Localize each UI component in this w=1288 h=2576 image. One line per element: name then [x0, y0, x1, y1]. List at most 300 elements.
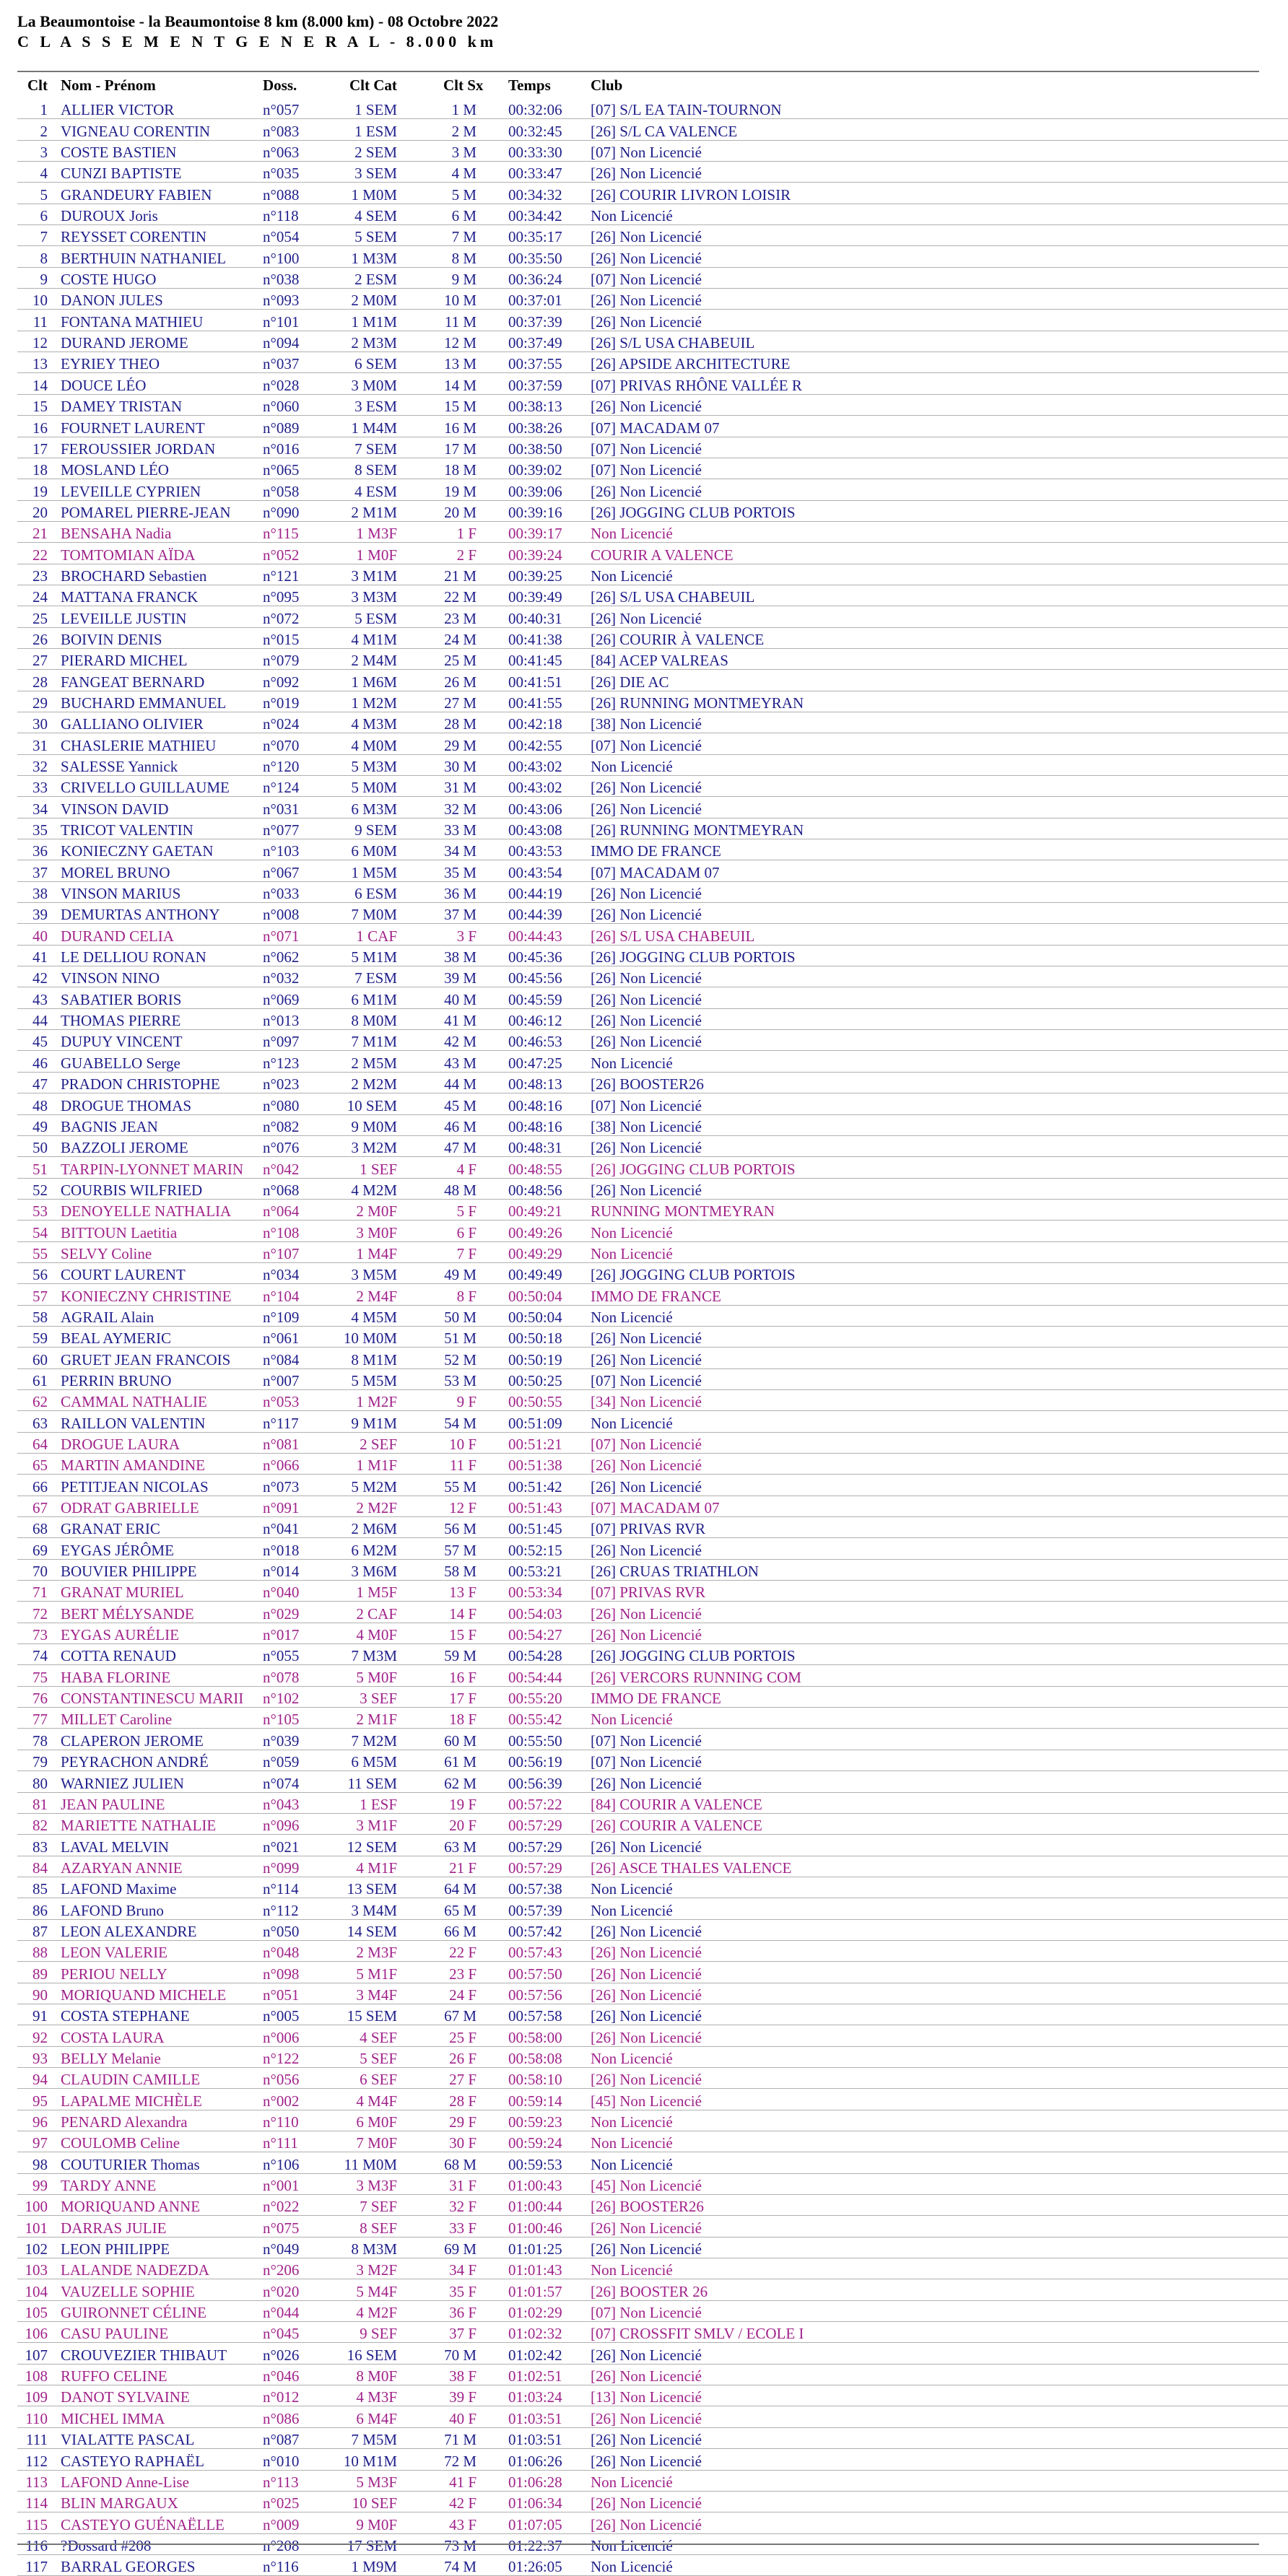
cell-time: 00:39:16 — [502, 500, 585, 521]
cell-sex-rank: 29 M — [425, 733, 502, 754]
cell-club: Non Licencié — [585, 1411, 1288, 1432]
cell-name: DANOT SYLVAINE — [53, 2385, 263, 2406]
cell-time: 00:39:24 — [502, 543, 585, 564]
cell-sex-rank: 31 M — [425, 776, 502, 797]
cell-time: 00:59:23 — [502, 2110, 585, 2131]
table-row — [17, 627, 1288, 648]
table-row — [17, 1221, 1288, 1241]
cell-bib: n°108 — [263, 1221, 332, 1241]
cell-club: Non Licencié — [585, 2152, 1288, 2173]
cell-name: EYGAS JÉRÔME — [53, 1538, 263, 1559]
cell-category-rank: 4 M5M — [332, 1305, 425, 1326]
cell-time: 00:48:13 — [502, 1072, 585, 1093]
table-row — [17, 1114, 1288, 1135]
table-row — [17, 183, 1288, 204]
cell-category-rank: 1 ESM — [332, 119, 425, 140]
cell-club: [26] Non Licencié — [585, 1962, 1288, 1983]
cell-category-rank: 9 M1M — [332, 1411, 425, 1432]
cell-sex-rank: 67 M — [425, 2004, 502, 2025]
cell-club: [07] MACADAM 07 — [585, 1496, 1288, 1516]
cell-club: Non Licencié — [585, 521, 1288, 542]
cell-time: 00:39:49 — [502, 585, 585, 606]
cell-rank: 40 — [17, 924, 53, 945]
cell-category-rank: 10 M0M — [332, 1326, 425, 1347]
cell-bib: n°102 — [263, 1686, 332, 1707]
cell-club: [26] COURIR À VALENCE — [585, 627, 1288, 648]
cell-rank: 85 — [17, 1877, 53, 1898]
cell-club: Non Licencié — [585, 2533, 1288, 2554]
table-row — [17, 2406, 1288, 2427]
cell-bib: n°104 — [263, 1284, 332, 1305]
cell-time: 00:59:53 — [502, 2152, 585, 2173]
cell-name: GRANAT ERIC — [53, 1517, 263, 1538]
cell-time: 00:38:50 — [502, 437, 585, 458]
cell-category-rank: 1 M6M — [332, 670, 425, 691]
cell-bib: n°099 — [263, 1856, 332, 1877]
cell-category-rank: 3 M0M — [332, 373, 425, 394]
cell-category-rank: 1 M1M — [332, 310, 425, 331]
cell-time: 00:57:38 — [502, 1877, 585, 1898]
table-row — [17, 1686, 1288, 1707]
cell-time: 00:50:55 — [502, 1389, 585, 1410]
cell-name: LEON VALERIE — [53, 1940, 263, 1961]
cell-bib: n°035 — [263, 162, 332, 183]
table-row — [17, 2491, 1288, 2512]
cell-bib: n°032 — [263, 966, 332, 987]
cell-bib: n°206 — [263, 2258, 332, 2279]
cell-time: 00:54:03 — [502, 1602, 585, 1623]
cell-rank: 15 — [17, 394, 53, 415]
cell-sex-rank: 48 M — [425, 1178, 502, 1199]
cell-bib: n°124 — [263, 776, 332, 797]
cell-club: [26] Non Licencié — [585, 1602, 1288, 1623]
cell-time: 01:01:43 — [502, 2258, 585, 2279]
cell-time: 01:03:51 — [502, 2427, 585, 2448]
cell-bib: n°049 — [263, 2237, 332, 2258]
cell-bib: n°034 — [263, 1262, 332, 1283]
table-row — [17, 797, 1288, 818]
table-row — [17, 1792, 1288, 1813]
cell-club: [07] Non Licencié — [585, 1432, 1288, 1453]
cell-bib: n°021 — [263, 1835, 332, 1856]
cell-time: 01:03:51 — [502, 2406, 585, 2427]
cell-time: 01:07:05 — [502, 2512, 585, 2533]
table-row — [17, 1538, 1288, 1559]
table-row — [17, 1178, 1288, 1199]
cell-bib: n°089 — [263, 416, 332, 437]
cell-rank: 54 — [17, 1221, 53, 1241]
cell-rank: 81 — [17, 1792, 53, 1813]
cell-bib: n°002 — [263, 2089, 332, 2110]
cell-rank: 79 — [17, 1750, 53, 1771]
cell-bib: n°005 — [263, 2004, 332, 2025]
cell-name: PERIOU NELLY — [53, 1962, 263, 1983]
cell-time: 00:50:04 — [502, 1305, 585, 1326]
cell-rank: 25 — [17, 606, 53, 627]
cell-club: [26] Non Licencié — [585, 289, 1288, 310]
cell-rank: 27 — [17, 648, 53, 669]
cell-bib: n°103 — [263, 839, 332, 860]
table-row — [17, 2173, 1288, 2194]
cell-bib: n°065 — [263, 458, 332, 479]
table-row — [17, 1368, 1288, 1389]
cell-time: 00:45:59 — [502, 987, 585, 1008]
table-row — [17, 543, 1288, 564]
cell-time: 00:41:45 — [502, 648, 585, 669]
cell-sex-rank: 53 M — [425, 1368, 502, 1389]
cell-sex-rank: 39 F — [425, 2385, 502, 2406]
table-row — [17, 712, 1288, 733]
cell-club: Non Licencié — [585, 2258, 1288, 2279]
cell-time: 00:41:38 — [502, 627, 585, 648]
cell-name: BERTHUIN NATHANIEL — [53, 246, 263, 267]
cell-name: DAMEY TRISTAN — [53, 394, 263, 415]
cell-bib: n°109 — [263, 1305, 332, 1326]
cell-club: [26] Non Licencié — [585, 1454, 1288, 1475]
cell-bib: n°115 — [263, 521, 332, 542]
cell-bib: n°087 — [263, 2427, 332, 2448]
cell-bib: n°007 — [263, 1368, 332, 1389]
cell-time: 00:50:18 — [502, 1326, 585, 1347]
cell-bib: n°096 — [263, 1813, 332, 1834]
col-header-club: Club — [591, 76, 623, 94]
cell-sex-rank: 23 M — [425, 606, 502, 627]
cell-club: [07] PRIVAS RVR — [585, 1517, 1288, 1538]
cell-name: VIGNEAU CORENTIN — [53, 119, 263, 140]
cell-club: RUNNING MONTMEYRAN — [585, 1199, 1288, 1220]
cell-time: 00:33:30 — [502, 140, 585, 161]
cell-category-rank: 2 M4F — [332, 1284, 425, 1305]
cell-rank: 97 — [17, 2131, 53, 2152]
cell-name: DROGUE LAURA — [53, 1432, 263, 1453]
cell-time: 00:51:38 — [502, 1454, 585, 1475]
cell-name: CLAPERON JEROME — [53, 1729, 263, 1750]
cell-name: SELVY Coline — [53, 1241, 263, 1262]
cell-sex-rank: 65 M — [425, 1898, 502, 1919]
cell-name: SABATIER BORIS — [53, 987, 263, 1008]
cell-category-rank: 4 M2F — [332, 2300, 425, 2321]
cell-sex-rank: 62 M — [425, 1771, 502, 1792]
cell-category-rank: 7 ESM — [332, 966, 425, 987]
col-header-clt-sx: Clt Sx — [443, 76, 484, 94]
cell-rank: 111 — [17, 2427, 53, 2448]
cell-category-rank: 2 M6M — [332, 1517, 425, 1538]
cell-time: 00:42:55 — [502, 733, 585, 754]
cell-name: LAFOND Bruno — [53, 1898, 263, 1919]
cell-bib: n°081 — [263, 1432, 332, 1453]
cell-sex-rank: 70 M — [425, 2343, 502, 2364]
cell-rank: 28 — [17, 670, 53, 691]
cell-category-rank: 2 M3F — [332, 1940, 425, 1961]
cell-club: [13] Non Licencié — [585, 2385, 1288, 2406]
cell-club: [26] S/L USA CHABEUIL — [585, 331, 1288, 352]
cell-club: [26] DIE AC — [585, 670, 1288, 691]
cell-time: 00:45:36 — [502, 945, 585, 966]
table-row — [17, 310, 1288, 331]
cell-name: PEYRACHON ANDRÉ — [53, 1750, 263, 1771]
cell-sex-rank: 40 F — [425, 2406, 502, 2427]
cell-club: Non Licencié — [585, 1305, 1288, 1326]
cell-bib: n°041 — [263, 1517, 332, 1538]
cell-rank: 87 — [17, 1919, 53, 1940]
cell-category-rank: 7 M1M — [332, 1030, 425, 1051]
results-body — [17, 98, 1288, 2576]
cell-time: 00:53:34 — [502, 1581, 585, 1602]
table-row — [17, 2004, 1288, 2025]
cell-sex-rank: 19 F — [425, 1792, 502, 1813]
cell-time: 00:51:42 — [502, 1475, 585, 1496]
cell-time: 00:43:02 — [502, 776, 585, 797]
cell-time: 01:06:34 — [502, 2491, 585, 2512]
cell-sex-rank: 33 M — [425, 818, 502, 839]
cell-sex-rank: 11 F — [425, 1454, 502, 1475]
cell-category-rank: 3 ESM — [332, 394, 425, 415]
cell-time: 00:44:19 — [502, 881, 585, 902]
cell-bib: n°080 — [263, 1093, 332, 1114]
cell-category-rank: 4 M3F — [332, 2385, 425, 2406]
cell-category-rank: 1 M9M — [332, 2554, 425, 2575]
cell-category-rank: 5 M4F — [332, 2279, 425, 2300]
cell-time: 01:01:25 — [502, 2237, 585, 2258]
cell-category-rank: 1 CAF — [332, 924, 425, 945]
table-row — [17, 2131, 1288, 2152]
cell-club: COURIR A VALENCE — [585, 543, 1288, 564]
cell-category-rank: 7 M2M — [332, 1729, 425, 1750]
cell-sex-rank: 18 F — [425, 1708, 502, 1729]
cell-category-rank: 2 M3M — [332, 331, 425, 352]
cell-name: LEON PHILIPPE — [53, 2237, 263, 2258]
table-row — [17, 352, 1288, 373]
cell-time: 00:37:39 — [502, 310, 585, 331]
cell-bib: n°077 — [263, 818, 332, 839]
cell-rank: 102 — [17, 2237, 53, 2258]
cell-time: 00:49:21 — [502, 1199, 585, 1220]
cell-club: [26] Non Licencié — [585, 225, 1288, 246]
cell-club: Non Licencié — [585, 2470, 1288, 2491]
cell-club: [26] BOOSTER 26 — [585, 2279, 1288, 2300]
cell-club: Non Licencié — [585, 564, 1288, 585]
cell-name: BOUVIER PHILIPPE — [53, 1559, 263, 1580]
cell-category-rank: 7 M5M — [332, 2427, 425, 2448]
cell-category-rank: 3 M6M — [332, 1559, 425, 1580]
cell-sex-rank: 29 F — [425, 2110, 502, 2131]
cell-name: CUNZI BAPTISTE — [53, 162, 263, 183]
cell-category-rank: 2 M0M — [332, 289, 425, 310]
table-row — [17, 2364, 1288, 2385]
cell-name: FEROUSSIER JORDAN — [53, 437, 263, 458]
cell-category-rank: 10 SEF — [332, 2491, 425, 2512]
cell-club: [26] Non Licencié — [585, 2025, 1288, 2046]
cell-time: 00:43:54 — [502, 860, 585, 881]
table-row — [17, 1411, 1288, 1432]
cell-sex-rank: 49 M — [425, 1262, 502, 1283]
cell-category-rank: 10 M1M — [332, 2449, 425, 2470]
cell-rank: 9 — [17, 267, 53, 288]
cell-bib: n°058 — [263, 479, 332, 500]
cell-category-rank: 8 M1M — [332, 1348, 425, 1368]
cell-name: ?Dossard #208 — [53, 2533, 263, 2554]
cell-club: [26] Non Licencié — [585, 162, 1288, 183]
cell-sex-rank: 58 M — [425, 1559, 502, 1580]
cell-category-rank: 6 SEF — [332, 2067, 425, 2088]
cell-time: 01:02:42 — [502, 2343, 585, 2364]
cell-name: BITTOUN Laetitia — [53, 1221, 263, 1241]
cell-time: 00:43:08 — [502, 818, 585, 839]
cell-club: [38] Non Licencié — [585, 1114, 1288, 1135]
cell-time: 00:46:53 — [502, 1030, 585, 1051]
cell-bib: n°018 — [263, 1538, 332, 1559]
cell-name: GRUET JEAN FRANCOIS — [53, 1348, 263, 1368]
cell-sex-rank: 15 M — [425, 394, 502, 415]
cell-category-rank: 1 SEF — [332, 1157, 425, 1178]
cell-bib: n°113 — [263, 2470, 332, 2491]
cell-sex-rank: 6 M — [425, 204, 502, 224]
cell-sex-rank: 17 F — [425, 1686, 502, 1707]
cell-rank: 51 — [17, 1157, 53, 1178]
cell-time: 00:34:32 — [502, 183, 585, 204]
cell-bib: n°013 — [263, 1008, 332, 1029]
cell-sex-rank: 26 F — [425, 2046, 502, 2067]
cell-category-rank: 5 ESM — [332, 606, 425, 627]
cell-category-rank: 1 M2F — [332, 1389, 425, 1410]
cell-time: 00:57:29 — [502, 1813, 585, 1834]
table-row — [17, 2067, 1288, 2088]
cell-bib: n°020 — [263, 2279, 332, 2300]
table-row — [17, 267, 1288, 288]
cell-club: [26] Non Licencié — [585, 2237, 1288, 2258]
cell-rank: 4 — [17, 162, 53, 183]
cell-bib: n°014 — [263, 1559, 332, 1580]
cell-club: [26] Non Licencié — [585, 776, 1288, 797]
table-row — [17, 2258, 1288, 2279]
cell-category-rank: 1 M4F — [332, 1241, 425, 1262]
cell-club: [26] COURIR LIVRON LOISIR — [585, 183, 1288, 204]
cell-sex-rank: 23 F — [425, 1962, 502, 1983]
cell-time: 00:40:31 — [502, 606, 585, 627]
cell-rank: 99 — [17, 2173, 53, 2194]
cell-time: 00:48:31 — [502, 1135, 585, 1156]
cell-club: [26] Non Licencié — [585, 479, 1288, 500]
cell-sex-rank: 38 M — [425, 945, 502, 966]
cell-sex-rank: 47 M — [425, 1135, 502, 1156]
cell-time: 01:00:43 — [502, 2173, 585, 2194]
cell-club: [26] Non Licencié — [585, 1623, 1288, 1643]
cell-category-rank: 1 M5F — [332, 1581, 425, 1602]
cell-club: [26] JOGGING CLUB PORTOIS — [585, 500, 1288, 521]
cell-club: [26] Non Licencié — [585, 606, 1288, 627]
cell-rank: 67 — [17, 1496, 53, 1516]
table-row — [17, 1241, 1288, 1262]
cell-name: BLIN MARGAUX — [53, 2491, 263, 2512]
cell-club: [07] PRIVAS RHÔNE VALLÉE R — [585, 373, 1288, 394]
cell-time: 00:37:01 — [502, 289, 585, 310]
cell-bib: n°091 — [263, 1496, 332, 1516]
cell-club: Non Licencié — [585, 754, 1288, 775]
cell-bib: n°019 — [263, 691, 332, 712]
cell-sex-rank: 38 F — [425, 2364, 502, 2385]
cell-rank: 114 — [17, 2491, 53, 2512]
cell-bib: n°038 — [263, 267, 332, 288]
cell-rank: 92 — [17, 2025, 53, 2046]
cell-club: [07] S/L EA TAIN-TOURNON — [585, 98, 1288, 119]
cell-name: MORIQUAND ANNE — [53, 2195, 263, 2216]
cell-category-rank: 5 M3F — [332, 2470, 425, 2491]
cell-rank: 13 — [17, 352, 53, 373]
cell-club: [26] Non Licencié — [585, 1326, 1288, 1347]
cell-club: [26] Non Licencié — [585, 2512, 1288, 2533]
cell-category-rank: 5 M1M — [332, 945, 425, 966]
cell-category-rank: 15 SEM — [332, 2004, 425, 2025]
table-row — [17, 776, 1288, 797]
cell-club: [26] Non Licencié — [585, 394, 1288, 415]
table-row — [17, 924, 1288, 945]
cell-club: [26] Non Licencié — [585, 2067, 1288, 2088]
cell-rank: 73 — [17, 1623, 53, 1643]
cell-time: 00:59:24 — [502, 2131, 585, 2152]
cell-sex-rank: 42 M — [425, 1030, 502, 1051]
cell-category-rank: 5 SEF — [332, 2046, 425, 2067]
cell-time: 01:02:29 — [502, 2300, 585, 2321]
table-row — [17, 1623, 1288, 1643]
cell-club: [38] Non Licencié — [585, 712, 1288, 733]
cell-bib: n°043 — [263, 1792, 332, 1813]
cell-category-rank: 9 SEM — [332, 818, 425, 839]
cell-sex-rank: 14 M — [425, 373, 502, 394]
cell-name: BARRAL GEORGES — [53, 2554, 263, 2575]
table-row — [17, 1326, 1288, 1347]
table-row — [17, 1750, 1288, 1771]
cell-bib: n°117 — [263, 1411, 332, 1432]
cell-name: LAVAL MELVIN — [53, 1835, 263, 1856]
cell-time: 00:34:42 — [502, 204, 585, 224]
cell-name: RUFFO CELINE — [53, 2364, 263, 2385]
cell-time: 00:51:43 — [502, 1496, 585, 1516]
cell-name: LAFOND Maxime — [53, 1877, 263, 1898]
cell-name: LAFOND Anne-Lise — [53, 2470, 263, 2491]
cell-sex-rank: 24 F — [425, 1983, 502, 2004]
cell-category-rank: 2 M1M — [332, 500, 425, 521]
cell-name: PIERARD MICHEL — [53, 648, 263, 669]
table-row — [17, 2216, 1288, 2237]
cell-category-rank: 4 SEM — [332, 204, 425, 224]
cell-category-rank: 1 M4M — [332, 416, 425, 437]
cell-category-rank: 7 SEM — [332, 437, 425, 458]
cell-category-rank: 4 M0M — [332, 733, 425, 754]
cell-rank: 46 — [17, 1051, 53, 1072]
cell-sex-rank: 13 M — [425, 352, 502, 373]
cell-time: 00:48:56 — [502, 1178, 585, 1199]
table-row — [17, 2343, 1288, 2364]
cell-bib: n°095 — [263, 585, 332, 606]
cell-time: 00:53:21 — [502, 1559, 585, 1580]
table-row — [17, 2237, 1288, 2258]
cell-bib: n°110 — [263, 2110, 332, 2131]
table-row — [17, 1389, 1288, 1410]
cell-rank: 53 — [17, 1199, 53, 1220]
cell-club: [84] COURIR A VALENCE — [585, 1792, 1288, 1813]
table-row — [17, 500, 1288, 521]
cell-category-rank: 13 SEM — [332, 1877, 425, 1898]
cell-bib: n°086 — [263, 2406, 332, 2427]
cell-bib: n°123 — [263, 1051, 332, 1072]
cell-time: 00:54:28 — [502, 1644, 585, 1665]
cell-bib: n°122 — [263, 2046, 332, 2067]
cell-time: 00:41:51 — [502, 670, 585, 691]
cell-time: 00:50:04 — [502, 1284, 585, 1305]
cell-rank: 35 — [17, 818, 53, 839]
cell-club: [26] Non Licencié — [585, 1940, 1288, 1961]
cell-rank: 70 — [17, 1559, 53, 1580]
